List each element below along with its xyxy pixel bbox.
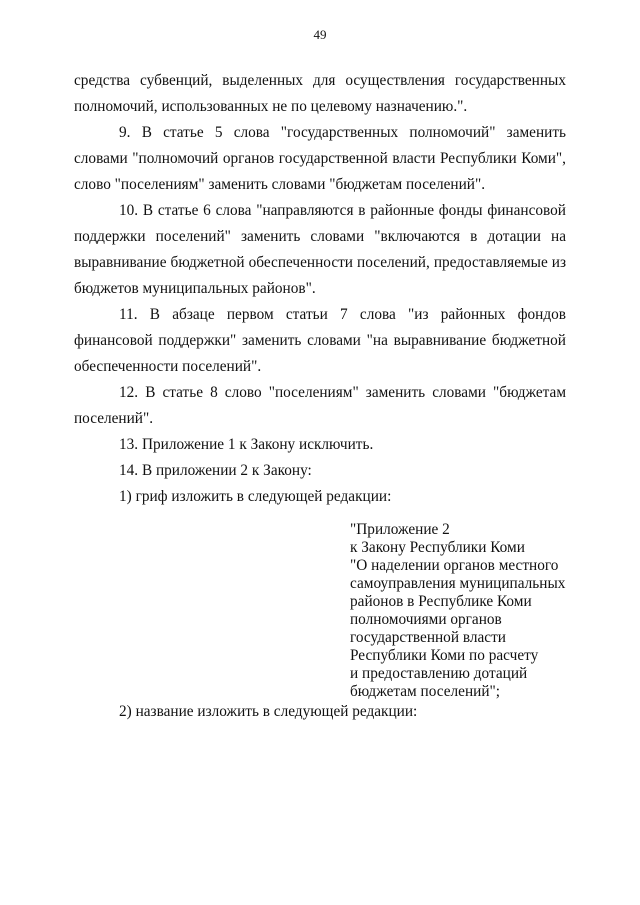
paragraph-item-11: 11. В абзаце первом статьи 7 слова "из районных фондов финансовой поддержки" заменить словами "на выравнивание бюджетной обеспеченности поселений". [74, 306, 566, 375]
appendix-line: "О наделении органов местного [350, 557, 559, 574]
appendix-line: бюджетам поселений"; [350, 683, 500, 700]
paragraph-subitem-2: 2) название изложить в следующей редакции: [119, 703, 418, 720]
paragraph-item-12: 12. В статье 8 слово "поселениям" заменить словами "бюджетам поселений". [74, 384, 566, 427]
appendix-line: государственной власти [350, 629, 506, 646]
appendix-line: и предоставлению дотаций [350, 665, 528, 682]
document-body [74, 68, 566, 510]
appendix-line: Республики Коми по расчету [350, 647, 539, 664]
paragraph-continuation: средства субвенций, выделенных для осуществления государственных полномочий, использованных не по целевому назначению.". [74, 72, 566, 115]
paragraph-item-9: 9. В статье 5 слова "государственных полномочий" заменить словами "полномочий органов государственной власти Республики Коми", слово "поселениям" заменить словами "бюджетам поселений". [74, 124, 566, 193]
paragraph-subitem-1: 1) гриф изложить в следующей редакции: [119, 488, 392, 505]
appendix-line: полномочиями органов [350, 611, 502, 628]
page-number: 49 [313, 27, 327, 42]
paragraph-item-10: 10. В статье 6 слова "направляются в районные фонды финансовой поддержки поселений" заменить словами "включаются в дотации на выравнивание бюджетной обеспеченности поселений, предоставляемые из бюджетов муниципальных районов". [74, 202, 566, 297]
appendix-line: районов в Республике Коми [350, 593, 532, 610]
paragraph-item-14: 14. В приложении 2 к Закону: [119, 462, 312, 479]
appendix-line: самоуправления муниципальных [350, 575, 566, 592]
paragraph-item-13: 13. Приложение 1 к Закону исключить. [119, 436, 374, 453]
appendix-line: к Закону Республики Коми [350, 539, 525, 556]
appendix-line: "Приложение 2 [350, 521, 450, 538]
appendix-heading-block [350, 521, 580, 701]
